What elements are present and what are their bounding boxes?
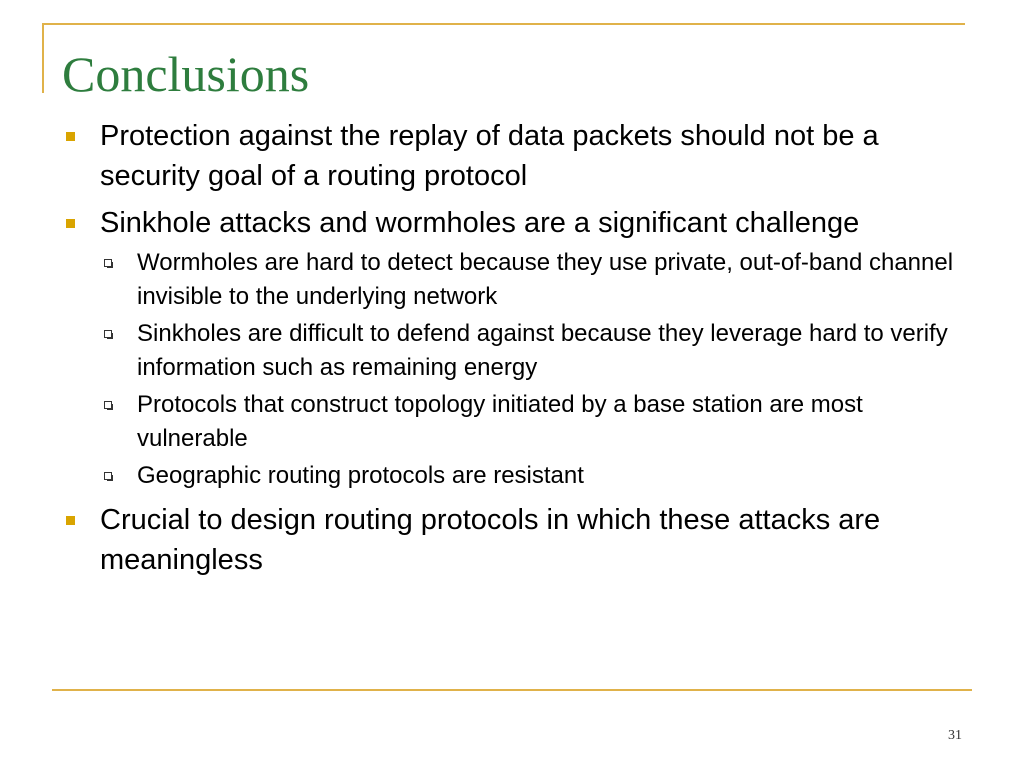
bullet-text: Protection against the replay of data packets should not be a security goal of a routing protocol xyxy=(100,120,879,192)
page-number: 31 xyxy=(948,728,962,743)
bullet-item xyxy=(60,500,960,580)
left-rule xyxy=(42,23,44,93)
sub-bullet-text: Sinkholes are difficult to defend against because they leverage hard to verify information such as remaining energy xyxy=(137,320,948,381)
bullet-item xyxy=(60,203,960,243)
sub-bullet-text: Protocols that construct topology initiated by a base station are most vulnerable xyxy=(137,391,863,452)
bullet-list xyxy=(60,116,960,580)
sub-bullet-text: Geographic routing protocols are resistant xyxy=(137,462,584,489)
hollow-square-bullet-icon xyxy=(104,330,112,338)
bullet-item xyxy=(60,116,960,196)
sub-bullet-list xyxy=(60,246,960,493)
top-rule xyxy=(42,23,965,25)
hollow-square-bullet-icon xyxy=(104,401,112,409)
sub-bullet-item xyxy=(60,317,960,385)
square-bullet-icon xyxy=(66,132,75,141)
square-bullet-icon xyxy=(66,516,75,525)
sub-bullet-text: Wormholes are hard to detect because they use private, out-of-band channel invisible to the underlying network xyxy=(137,249,954,310)
bottom-rule xyxy=(52,689,972,691)
sub-bullet-item xyxy=(60,459,960,493)
bullet-text: Crucial to design routing protocols in which these attacks are meaningless xyxy=(100,504,881,576)
square-bullet-icon xyxy=(66,219,75,228)
sub-bullet-item xyxy=(60,388,960,456)
bullet-text: Sinkhole attacks and wormholes are a significant challenge xyxy=(100,207,860,239)
sub-bullet-item xyxy=(60,246,960,314)
slide-title: Conclusions xyxy=(62,46,310,102)
hollow-square-bullet-icon xyxy=(104,472,112,480)
hollow-square-bullet-icon xyxy=(104,259,112,267)
